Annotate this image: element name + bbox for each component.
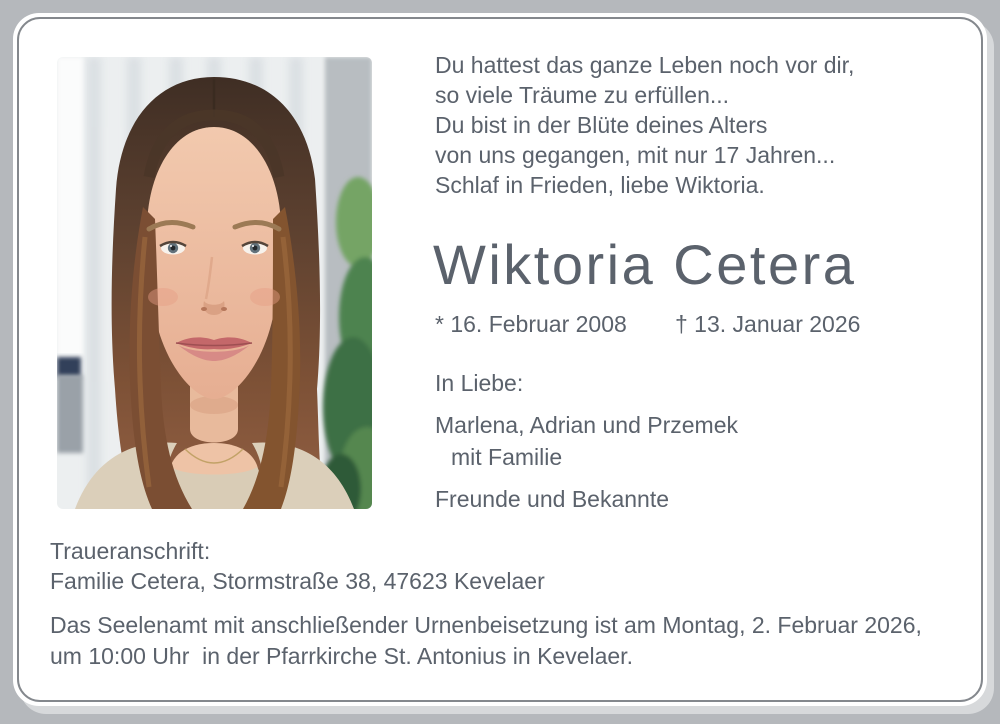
eulogy-line: so viele Träume zu erfüllen...	[435, 82, 730, 108]
obituary-card	[13, 13, 987, 706]
mourner-friends: Freunde und Bekannte	[435, 486, 670, 512]
eulogy-line: Schlaf in Frieden, liebe Wiktoria.	[435, 172, 765, 198]
deceased-name: Wiktoria Cetera	[433, 233, 857, 296]
death-date: † 13. Januar 2026	[675, 311, 861, 337]
address-value: Familie Cetera, Stormstraße 38, 47623 Kevelaer	[50, 568, 545, 594]
mourning-address	[50, 536, 545, 596]
mourner-family: mit Familie	[451, 444, 563, 470]
service-info	[50, 610, 922, 672]
life-dates	[435, 311, 861, 338]
eulogy-text	[435, 50, 854, 200]
birth-date: * 16. Februar 2008	[435, 311, 627, 337]
mourners-section	[435, 368, 738, 514]
address-label: Traueranschrift:	[50, 538, 211, 564]
service-line: Das Seelenamt mit anschließender Urnenbeisetzung ist am Montag, 2. Februar 2026,	[50, 612, 922, 638]
service-line: um 10:00 Uhr in der Pfarrkirche St. Antonius in Kevelaer.	[50, 643, 633, 669]
mourning-intro: In Liebe:	[435, 370, 524, 396]
eulogy-line: Du hattest das ganze Leben noch vor dir,	[435, 52, 855, 78]
eulogy-line: Du bist in der Blüte deines Alters	[435, 112, 768, 138]
portrait-photo	[57, 57, 372, 509]
eulogy-line: von uns gegangen, mit nur 17 Jahren...	[435, 142, 836, 168]
mourner-names: Marlena, Adrian und Przemek	[435, 412, 738, 438]
